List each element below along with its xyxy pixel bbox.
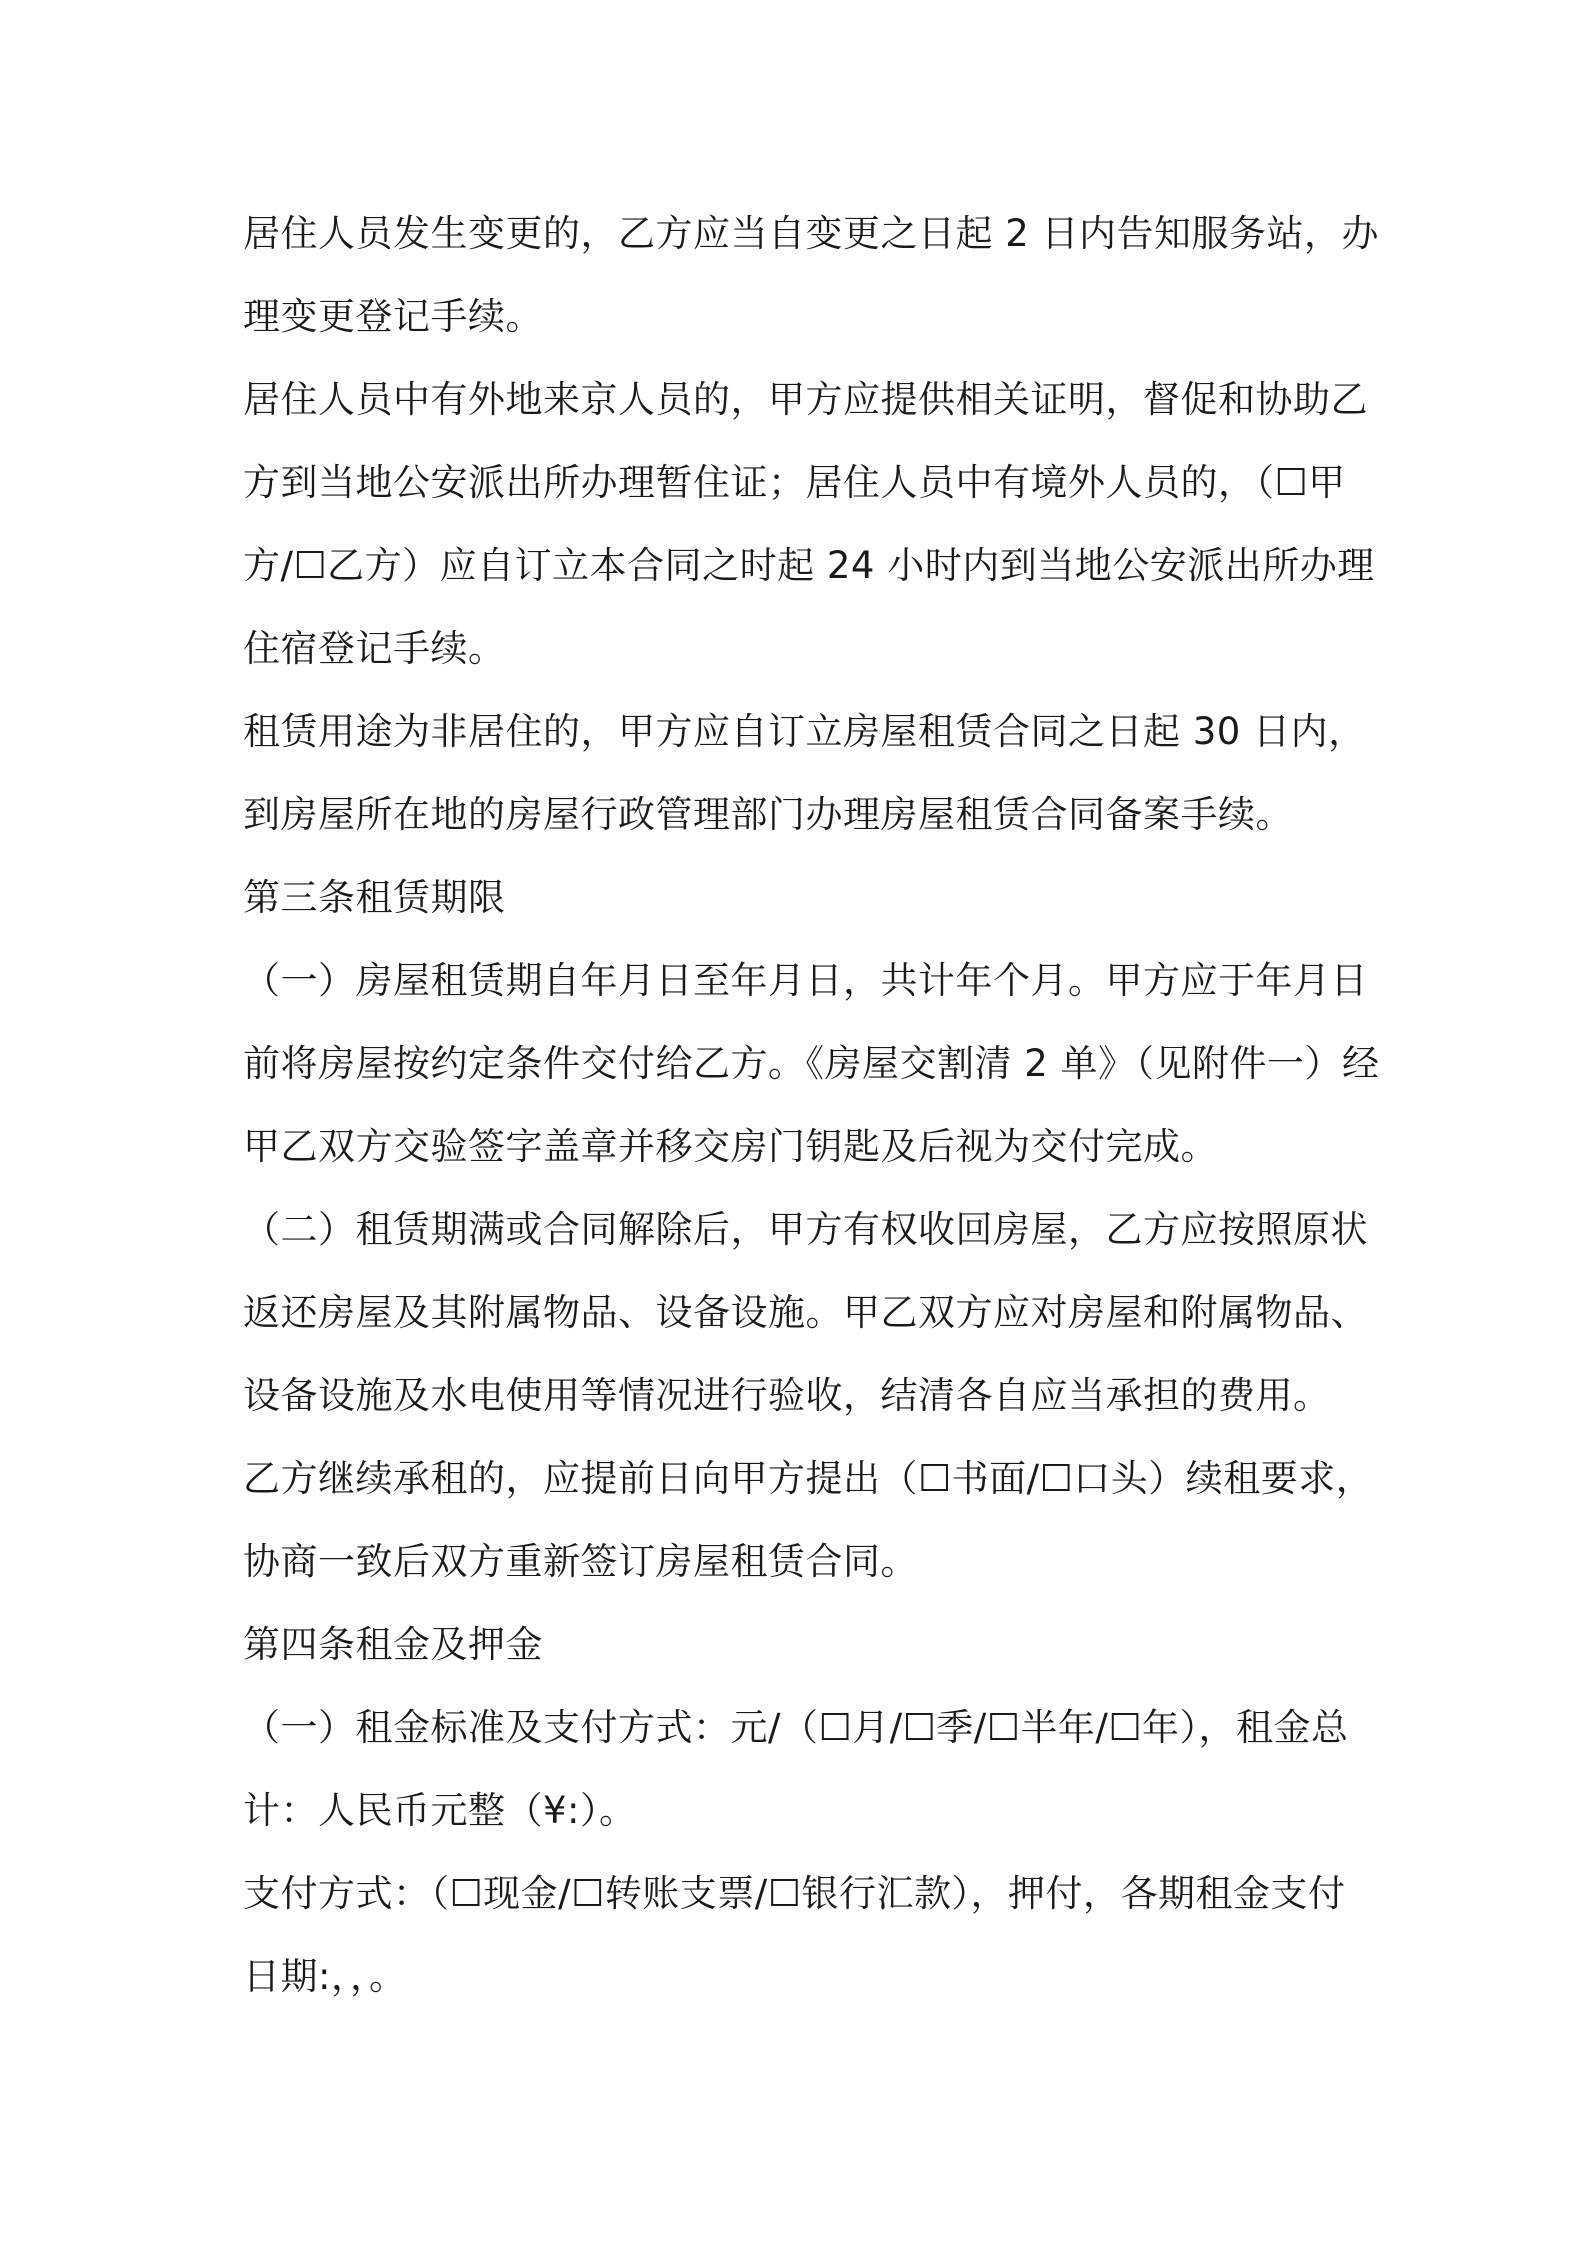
text-line: 居住人员发生变更的，乙方应当自变更之日起 2 日内告知服务站，办 <box>243 212 1380 255</box>
text-line: 理变更登记手续。 <box>243 295 543 338</box>
text-line: 前将房屋按约定条件交付给乙方。《房屋交割清 2 单》（见附件一）经 <box>243 1042 1380 1085</box>
section-heading: 第四条租金及押金 <box>243 1623 543 1666</box>
text-line: 住宿登记手续。 <box>243 627 506 670</box>
text-line: （二）租赁期满或合同解除后，甲方有权收回房屋，乙方应按照原状 <box>243 1208 1368 1251</box>
text-line: （一）房屋租赁期自年月日至年月日，共计年个月。甲方应于年月日 <box>243 959 1368 1002</box>
text-line: 乙方继续承租的，应提前日向甲方提出（☐书面/☐口头）续租要求， <box>243 1457 1374 1500</box>
text-line: 返还房屋及其附属物品、设备设施。甲乙双方应对房屋和附属物品、 <box>243 1291 1368 1334</box>
text-line: 日期:，，。 <box>243 1955 407 1998</box>
text-line: 居住人员中有外地来京人员的，甲方应提供相关证明，督促和协助乙 <box>243 378 1368 421</box>
text-line: 协商一致后双方重新签订房屋租赁合同。 <box>243 1540 918 1583</box>
text-line: （一）租金标准及支付方式：元/（☐月/☐季/☐半年/☐年），租金总 <box>243 1706 1349 1749</box>
text-line: 到房屋所在地的房屋行政管理部门办理房屋租赁合同备案手续。 <box>243 793 1293 836</box>
section-heading: 第三条租赁期限 <box>243 876 506 919</box>
text-line: 方/☐乙方）应自订立本合同之时起 24 小时内到当地公安派出所办理 <box>243 544 1375 587</box>
text-line: 方到当地公安派出所办理暂住证；居住人员中有境外人员的，（☐甲 <box>243 461 1346 504</box>
text-line: 计：人民币元整（¥:）。 <box>243 1789 637 1832</box>
text-line: 租赁用途为非居住的，甲方应自订立房屋租赁合同之日起 30 日内， <box>243 710 1366 753</box>
text-line: 甲乙双方交验签字盖章并移交房门钥匙及后视为交付完成。 <box>243 1125 1218 1168</box>
text-line: 支付方式：（☐现金/☐转账支票/☐银行汇款），押付，各期租金支付 <box>243 1872 1346 1915</box>
contract-text <box>243 192 1380 2018</box>
text-line: 设备设施及水电使用等情况进行验收，结清各自应当承担的费用。 <box>243 1374 1331 1417</box>
